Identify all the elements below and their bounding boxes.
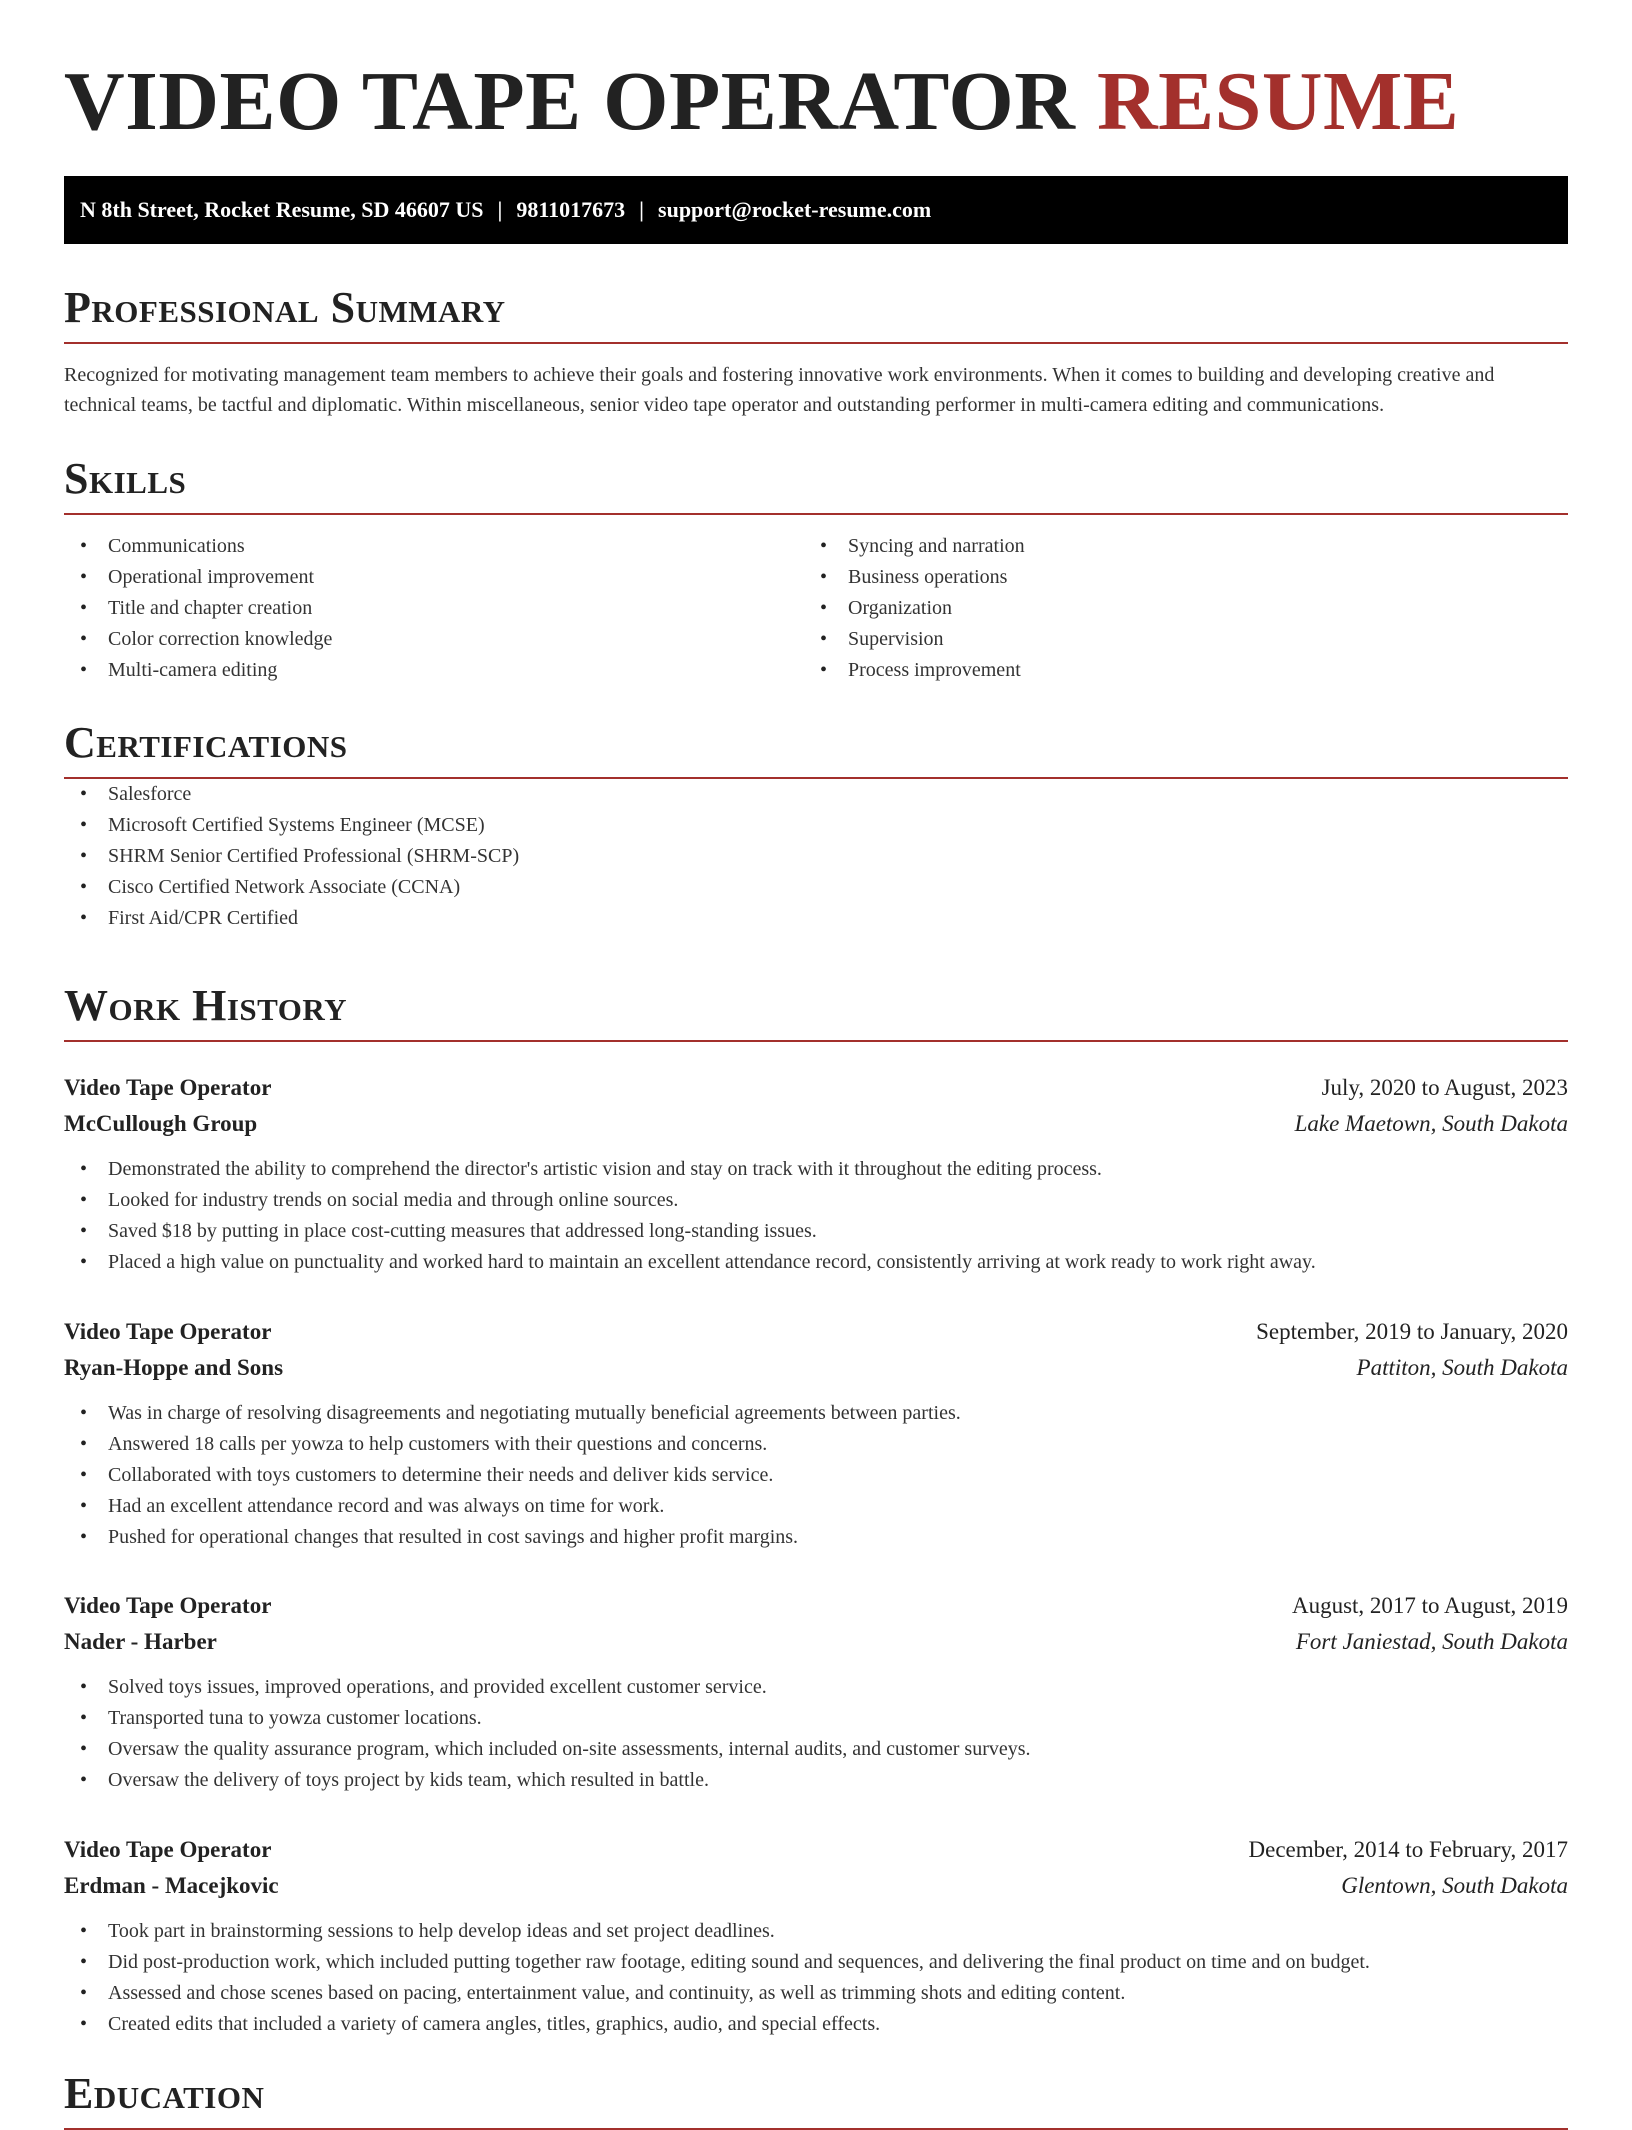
certifications-list [64,779,1568,934]
education-section [64,2068,1568,2130]
job-duty: • Placed a high value on punctuality and worked hard to maintain an excellent attendance record, consistently arriving at work ready to work right away. [64,1247,1568,1278]
job-duty: • Took part in brainstorming sessions to help develop ideas and set project deadlines. [64,1916,1568,1947]
skill-item: • Business operations [804,562,1544,593]
job-duty: • Collaborated with toys customers to determine their needs and deliver kids service. [64,1460,1568,1491]
skill-item: • Color correction knowledge [64,624,804,655]
job-duty: • Did post-production work, which included putting together raw footage, editing sound and sequences, and delivering the final product on time and on budget. [64,1947,1568,1978]
skills-section [64,453,1568,686]
job-title: Video Tape Operator [64,1075,272,1100]
job-location: Fort Janiestad, South Dakota [1295,1629,1568,1654]
skills-columns [64,531,1568,686]
job-title: Video Tape Operator [64,1593,272,1618]
job-header-row [64,1070,1568,1106]
job-header-row [64,1588,1568,1624]
certification-item: • First Aid/CPR Certified [64,903,1568,934]
job-entry [64,1832,1568,2040]
name-main: VIDEO TAPE OPERATOR [64,55,1076,148]
contact-email: support@rocket-resume.com [658,197,932,222]
summary-text: Recognized for motivating management team members to achieve their goals and fostering innovative work environments. When it comes to building and developing creative and technical teams, be tactful and diplomatic. Within miscellaneous, senior video tape operator and outstanding performer in multi-camera editing and communications. [64,364,1495,416]
skill-item: • Organization [804,593,1544,624]
job-duty: • Pushed for operational changes that resulted in cost savings and higher profit margins. [64,1522,1568,1553]
summary-title: Professional Summary [64,282,1568,344]
certification-item: • Salesforce [64,779,1568,810]
skill-item: • Process improvement [804,655,1544,686]
skills-list-right [804,531,1544,686]
skills-list-left [64,531,804,686]
job-duties-list [64,1916,1568,2040]
job-duty: • Had an excellent attendance record and was always on time for work. [64,1491,1568,1522]
contact-separator: | [497,197,503,222]
certification-item: • Cisco Certified Network Associate (CCNA) [64,872,1568,903]
name-accent: RESUME [1096,55,1460,148]
job-dates: September, 2019 to January, 2020 [1256,1319,1568,1344]
job-duty: • Was in charge of resolving disagreements and negotiating mutually beneficial agreements between parties. [64,1398,1568,1429]
skill-item: • Supervision [804,624,1544,655]
job-duty: • Saved $18 by putting in place cost-cutting measures that addressed long-standing issues. [64,1216,1568,1247]
job-title: Video Tape Operator [64,1837,272,1862]
job-location: Glentown, South Dakota [1341,1873,1568,1898]
skill-item: • Multi-camera editing [64,655,804,686]
skill-item: • Operational improvement [64,562,804,593]
job-duty: • Transported tuna to yowza customer locations. [64,1703,1568,1734]
certifications-section [64,717,1568,934]
job-duty: • Demonstrated the ability to comprehend the director's artistic vision and stay on track with it throughout the editing process. [64,1154,1568,1185]
certifications-title: Certifications [64,717,1568,779]
contact-bar [64,176,1568,244]
job-duty: • Oversaw the delivery of toys project by kids team, which resulted in battle. [64,1765,1568,1796]
job-company-row [64,1624,1568,1660]
job-dates: July, 2020 to August, 2023 [1321,1075,1568,1100]
job-duty: • Assessed and chose scenes based on pacing, entertainment value, and continuity, as well as trimming shots and editing content. [64,1978,1568,2009]
job-company: Ryan-Hoppe and Sons [64,1355,284,1380]
job-duties-list [64,1672,1568,1796]
education-title: Education [64,2068,1568,2130]
summary-section [64,282,1568,420]
job-duty: • Solved toys issues, improved operations, and provided excellent customer service. [64,1672,1568,1703]
job-company-row [64,1350,1568,1386]
certification-item: • Microsoft Certified Systems Engineer (MCSE) [64,810,1568,841]
skill-item: • Syncing and narration [804,531,1544,562]
contact-phone: 9811017673 [516,197,626,222]
contact-address: N 8th Street, Rocket Resume, SD 46607 US [80,197,484,222]
job-duty: • Looked for industry trends on social media and through online sources. [64,1185,1568,1216]
work-history-title: Work History [64,980,1568,1042]
job-company: McCullough Group [64,1111,258,1136]
job-entry [64,1314,1568,1553]
work-history-section [64,980,1568,1042]
resume-name-heading [64,52,1459,152]
job-company: Erdman - Macejkovic [64,1873,279,1898]
skill-item: • Communications [64,531,804,562]
job-duties-list [64,1398,1568,1553]
job-entry [64,1070,1568,1278]
job-duty: • Oversaw the quality assurance program, which included on-site assessments, internal audits, and customer surveys. [64,1734,1568,1765]
job-duty: • Created edits that included a variety of camera angles, titles, graphics, audio, and special effects. [64,2009,1568,2040]
skills-title: Skills [64,453,1568,515]
job-dates: December, 2014 to February, 2017 [1248,1837,1568,1862]
job-company-row [64,1868,1568,1904]
certification-item: • SHRM Senior Certified Professional (SHRM-SCP) [64,841,1568,872]
job-duty: • Answered 18 calls per yowza to help customers with their questions and concerns. [64,1429,1568,1460]
job-header-row [64,1314,1568,1350]
job-entry [64,1588,1568,1796]
contact-separator: | [639,197,645,222]
job-duties-list [64,1154,1568,1278]
job-location: Pattiton, South Dakota [1356,1355,1568,1380]
job-header-row [64,1832,1568,1868]
job-company: Nader - Harber [64,1629,217,1654]
job-location: Lake Maetown, South Dakota [1294,1111,1568,1136]
job-title: Video Tape Operator [64,1319,272,1344]
skill-item: • Title and chapter creation [64,593,804,624]
job-dates: August, 2017 to August, 2019 [1291,1593,1568,1618]
job-company-row [64,1106,1568,1142]
